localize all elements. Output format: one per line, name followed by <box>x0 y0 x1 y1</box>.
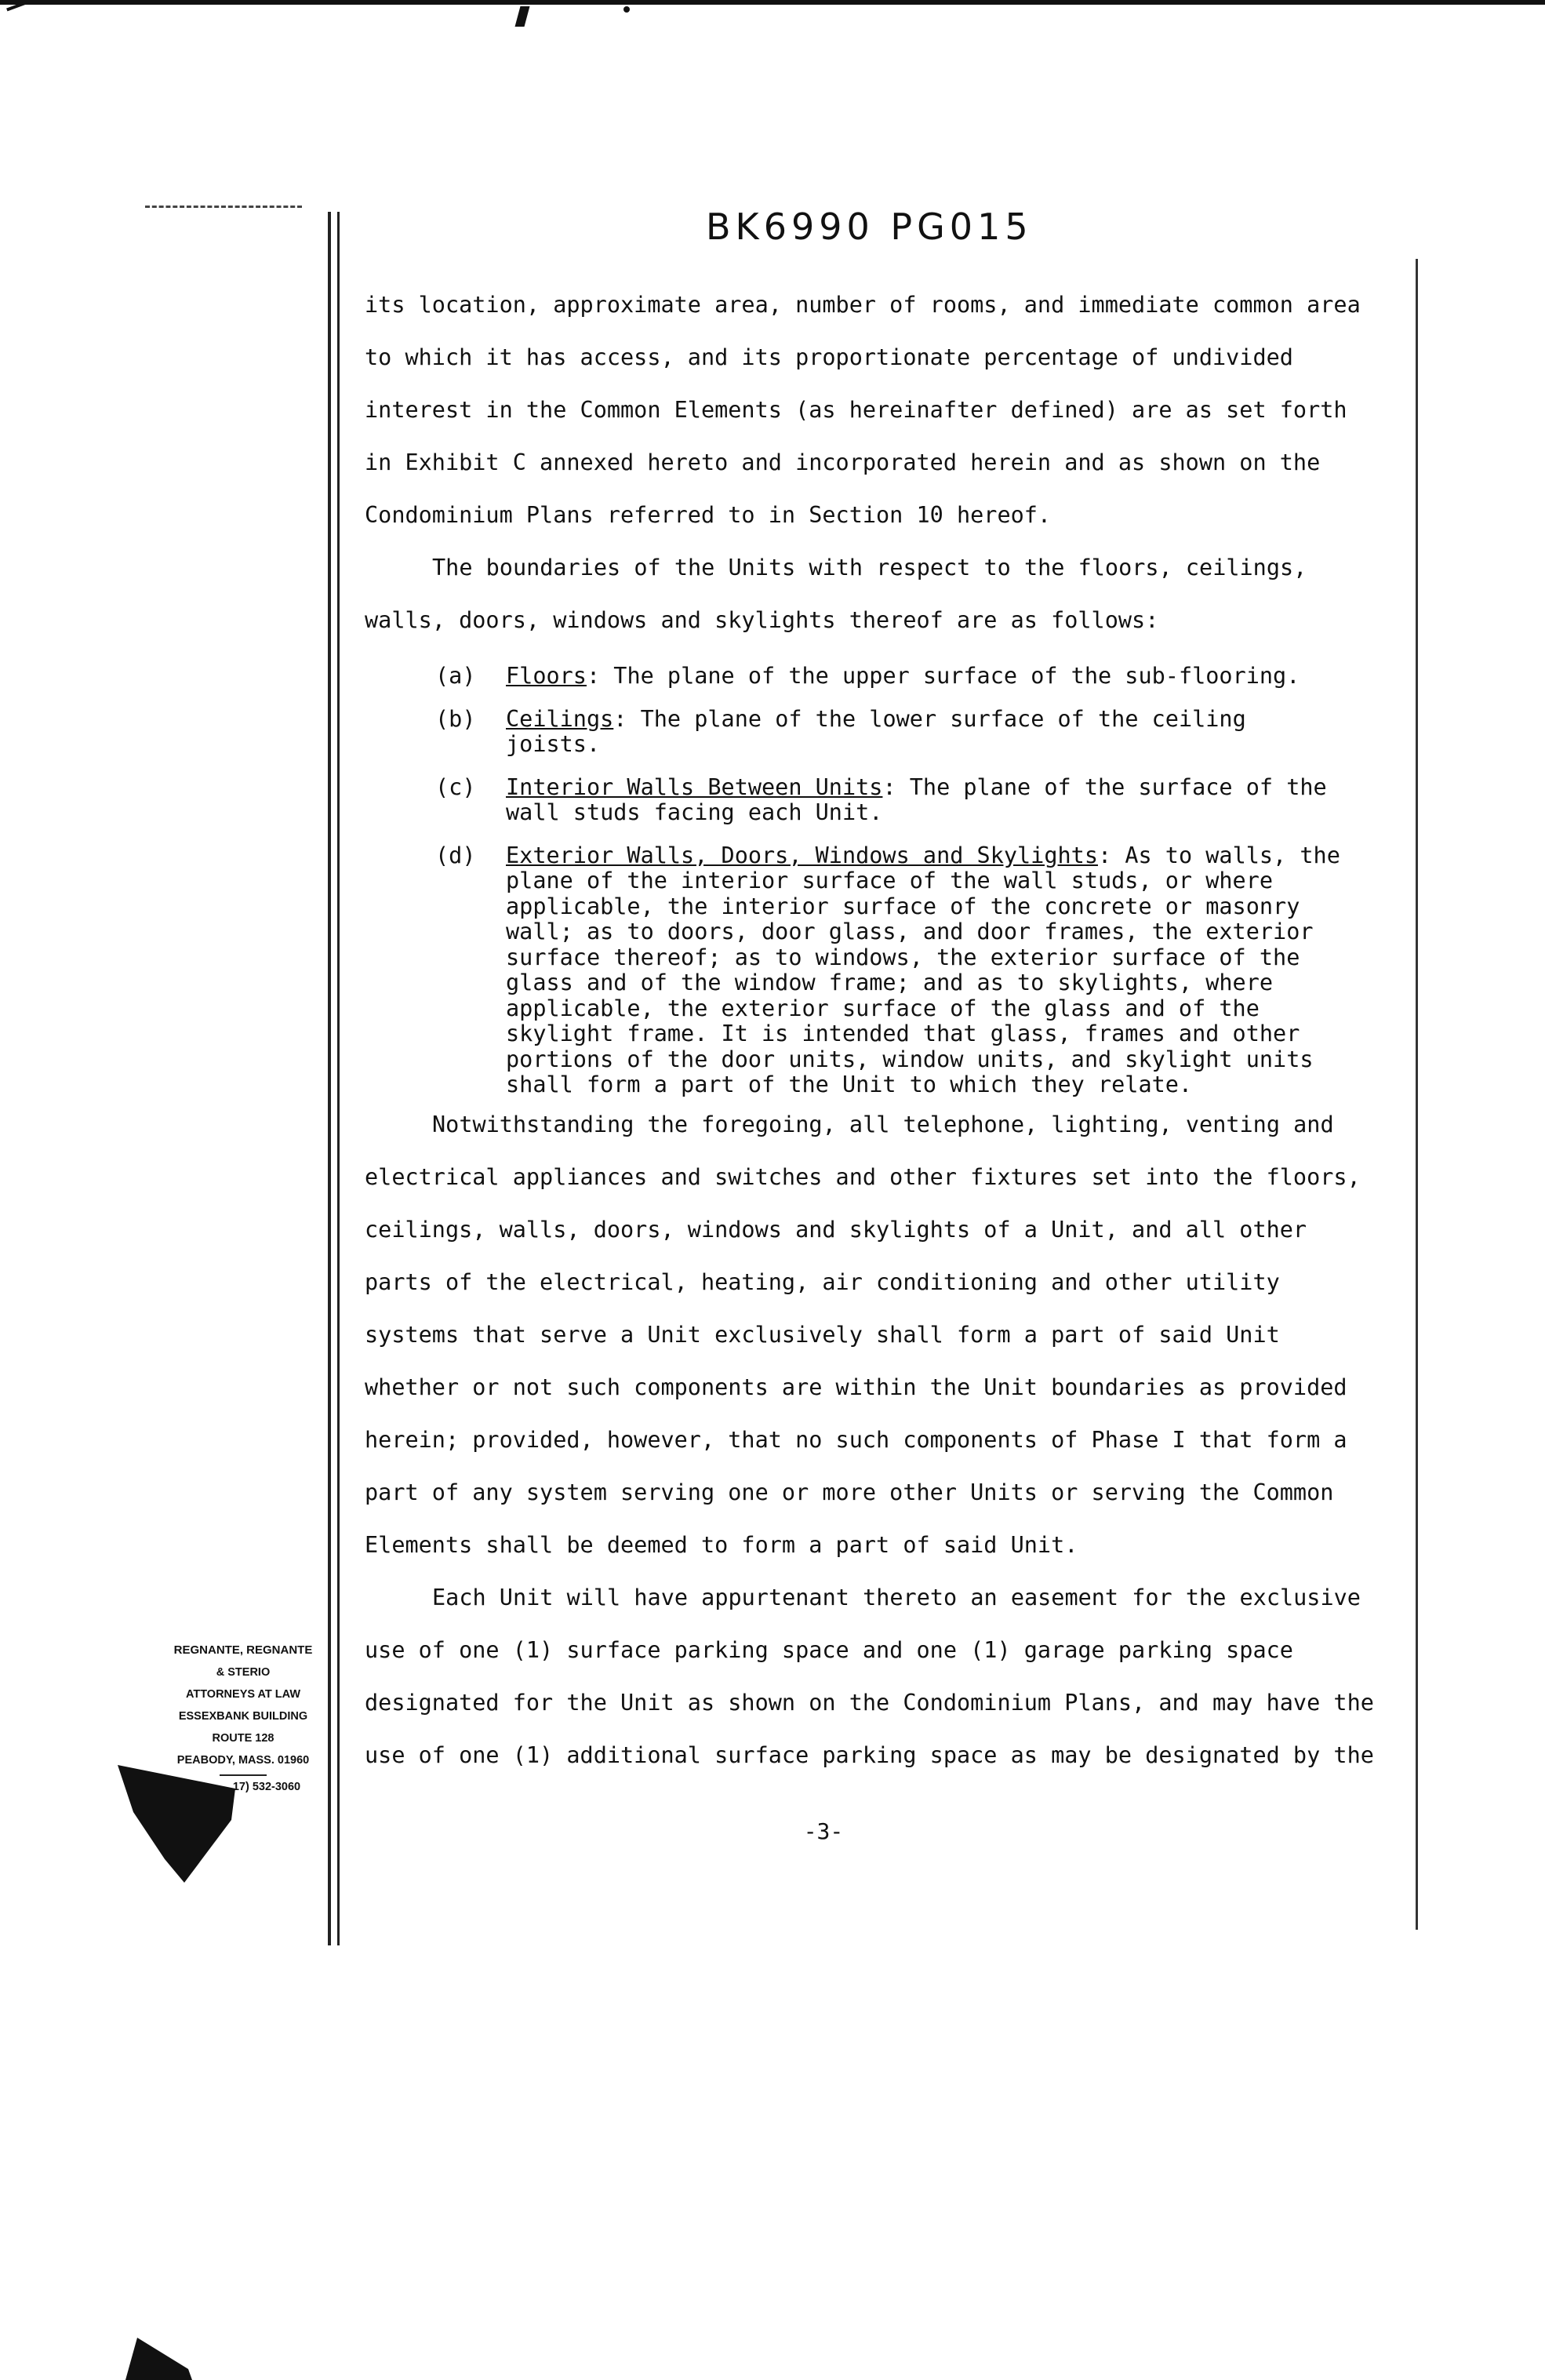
firm-route: ROUTE 128 <box>212 1732 274 1745</box>
top-border <box>0 0 1545 5</box>
item-term: Floors <box>506 663 587 689</box>
firm-name-2: & STERIO <box>216 1666 271 1679</box>
paragraph-1: its location, approximate area, number of rooms, and immediate common area to which it has access, and its proportionate percentage of undivided interest in the Common Elements (as hereinafter defined) are as set forth in Exhibit C annexed hereto and incorporated herein and as shown on the Condominium Plans referred to in Section 10 hereof. <box>365 292 1361 528</box>
ink-blot-left <box>118 1765 243 1891</box>
item-label: (d) <box>435 842 476 868</box>
item-term: Exterior Walls, Doors, Windows and Skylights <box>506 842 1098 868</box>
document-body <box>365 278 1384 1781</box>
item-term: Ceilings <box>506 705 614 732</box>
firm-city: PEABODY, MASS. 01960 <box>176 1754 310 1767</box>
book-page-header: BK6990 PG015 <box>706 206 1033 248</box>
firm-building: ESSEXBANK BUILDING <box>178 1710 308 1723</box>
item-label: (c) <box>435 773 476 800</box>
ink-blot-bottom <box>118 2322 196 2380</box>
paragraph-2: The boundaries of the Units with respect to the floors, ceilings, walls, doors, windows and skylights thereof are as follows: <box>365 555 1307 633</box>
paragraph-3: Notwithstanding the foregoing, all telephone, lighting, venting and electrical appliances and switches and other fixtures set into the floors, ceilings, walls, doors, windows and skylights of a Unit, and all other parts of the electrical, heating, air conditioning and other utility systems that serve a Unit exclusively shall form a part of said Unit whether or not such components are within the Unit boundaries as provided herein; provided, however, that no such components of Phase I that form a part of any system serving one or more other Units or serving the Common Elements shall be deemed to form a part of said Unit. <box>365 1111 1361 1558</box>
scan-mark <box>623 6 630 13</box>
page-number: -3- <box>803 1818 844 1844</box>
firm-name: REGNANTE, REGNANTE <box>173 1643 313 1657</box>
scan-mark <box>515 6 530 27</box>
right-margin-rule <box>1416 259 1418 1930</box>
list-item-b: (b) Ceilings: The plane of the lower surface of the ceiling joists. <box>365 707 1384 758</box>
item-term: Interior Walls Between Units <box>506 773 883 800</box>
item-text: The plane of the lower surface of the ceiling joists. <box>506 705 1246 757</box>
margin-dash <box>145 206 302 208</box>
list-item-d: (d) Exterior Walls, Doors, Windows and Skylights: As to walls, the plane of the interior surface of the wall studs, or where applicable, the interior surface of the concrete or masonry wall; as to doors, door glass, and door frames, the exterior surface thereof; as to windows, the exterior surface of the glass and of the window frame; and as to skylights, where applicable, the exterior surface of the glass and of the skylight frame. It is intended that glass, frames and other portions of the door units, window units, and skylight units shall form a part of the Unit to which they relate. <box>365 843 1384 1098</box>
firm-title: ATTORNEYS AT LAW <box>185 1688 301 1701</box>
firm-phone: 17) 532-3060 <box>232 1781 301 1793</box>
boundaries-list <box>365 664 1384 1098</box>
item-label: (b) <box>435 705 476 732</box>
list-item-c: (c) Interior Walls Between Units: The plane of the surface of the wall studs facing each Unit. <box>365 775 1384 826</box>
item-text: The plane of the surface of the wall studs facing each Unit. <box>506 773 1327 825</box>
list-item-a: (a) Floors: The plane of the upper surface of the sub-flooring. <box>365 664 1384 690</box>
item-text: As to walls, the plane of the interior surface of the wall studs, or where applicable, the interior surface of the concrete or masonry wall; as to doors, door glass, and door frames, the exterior surface thereof; as to windows, the exterior surface of the glass and of the window frame; and as to skylights, where applicable, the exterior surface of the glass and of the skylight frame. It is intended that glass, frames and other portions of the door units, window units, and skylight units shall form a part of the Unit to which they relate. <box>506 842 1340 1097</box>
item-text: The plane of the upper surface of the sub-flooring. <box>600 663 1300 689</box>
item-label: (a) <box>435 663 476 689</box>
paragraph-4: Each Unit will have appurtenant thereto an easement for the exclusive use of one (1) surface parking space and one (1) garage parking space designated for the Unit as shown on the Condominium Plans, and may have the use of one (1) additional surface parking space as may be designated by the <box>365 1584 1374 1768</box>
